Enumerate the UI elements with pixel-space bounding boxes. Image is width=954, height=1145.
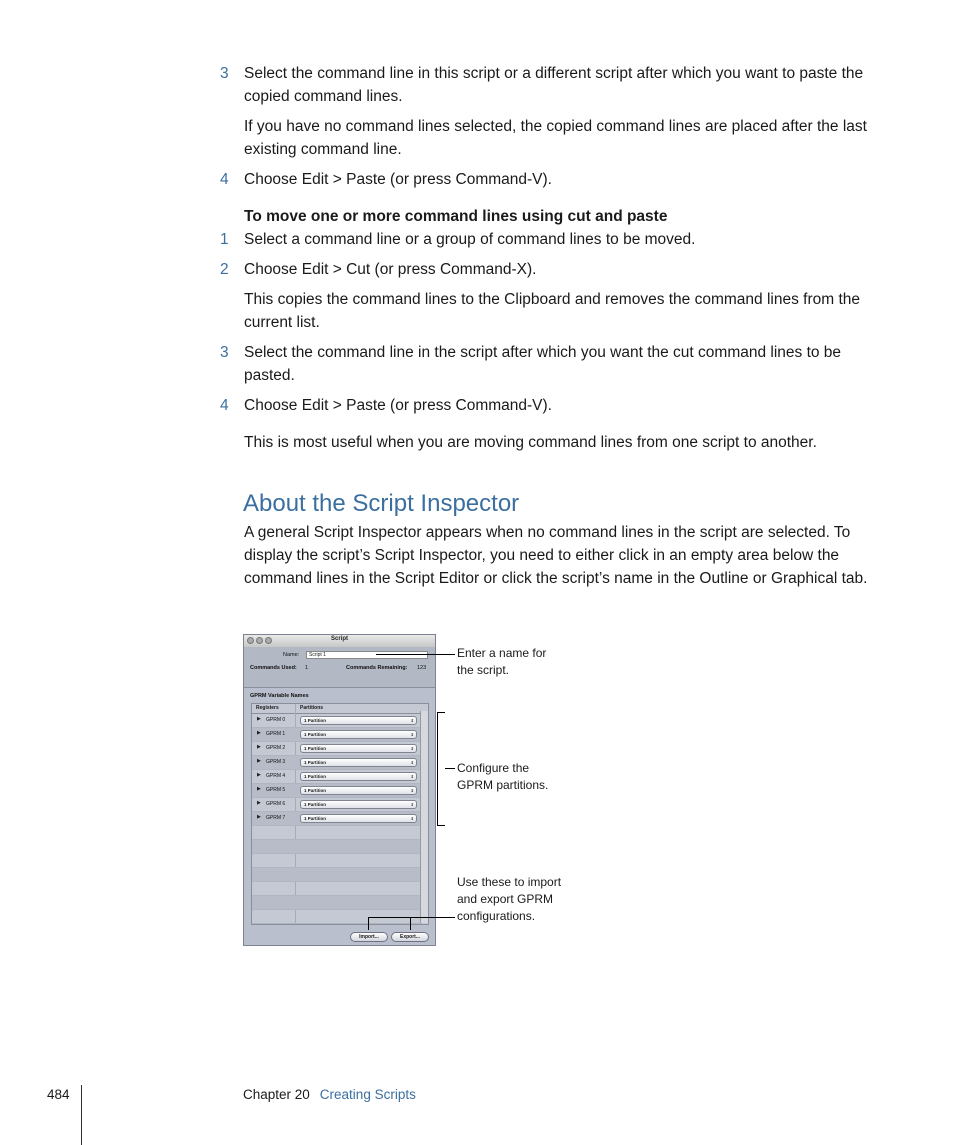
step-number: 2	[220, 261, 229, 278]
disclosure-triangle-icon[interactable]: ▶	[257, 730, 261, 736]
table-row	[252, 728, 422, 742]
partition-popup[interactable]	[300, 814, 417, 823]
table-row	[252, 826, 422, 840]
step-number: 3	[220, 65, 229, 82]
commands-used-value: 1	[305, 665, 309, 671]
partition-value: 1 Partition	[304, 760, 327, 765]
export-button[interactable]: Export...	[391, 932, 429, 942]
table-row	[252, 770, 422, 784]
disclosure-triangle-icon[interactable]: ▶	[257, 800, 261, 806]
register-name: GPRM 4	[266, 773, 286, 779]
step-text: Choose Edit > Cut (or press Command-X).	[244, 261, 537, 278]
register-name: GPRM 5	[266, 787, 286, 793]
callout-partitions: Configure the GPRM partitions.	[457, 761, 549, 792]
register-name: GPRM 0	[266, 717, 286, 723]
table-row	[252, 742, 422, 756]
callout-name: Enter a name for the script.	[457, 646, 547, 677]
step-number: 4	[220, 171, 229, 188]
table-row	[252, 812, 422, 826]
table-row	[252, 896, 422, 910]
callout-line-name	[376, 654, 455, 655]
disclosure-triangle-icon[interactable]: ▶	[257, 814, 261, 820]
register-name: GPRM 1	[266, 731, 286, 737]
footer-chapter	[243, 1087, 416, 1102]
step-number: 4	[220, 397, 229, 414]
name-label: Name:	[283, 652, 300, 658]
script-inspector-window	[243, 634, 436, 946]
column-header-registers[interactable]: Registers	[256, 705, 279, 711]
partition-value: 1 Partition	[304, 718, 327, 723]
partition-value: 1 Partition	[304, 746, 327, 751]
step-text: Choose Edit > Paste (or press Command-V).	[244, 397, 552, 414]
disclosure-triangle-icon[interactable]: ▶	[257, 716, 261, 722]
disclosure-triangle-icon[interactable]: ▶	[257, 744, 261, 750]
paragraph-most-useful: This is most useful when you are moving command lines from one script to another.	[244, 434, 817, 451]
popup-arrows-icon: ⇕	[410, 732, 414, 737]
partition-popup[interactable]	[300, 744, 417, 753]
disclosure-triangle-icon[interactable]: ▶	[257, 758, 261, 764]
partition-popup[interactable]	[300, 730, 417, 739]
popup-arrows-icon: ⇕	[410, 788, 414, 793]
partition-value: 1 Partition	[304, 816, 327, 821]
table-row	[252, 840, 422, 854]
register-name: GPRM 7	[266, 815, 286, 821]
partition-popup[interactable]	[300, 800, 417, 809]
gprm-section-label: GPRM Variable Names	[250, 693, 309, 699]
callout-bracket-partitions	[437, 712, 438, 825]
partition-popup[interactable]	[300, 786, 417, 795]
step-text: Select the command line in this script or a different script after which you want to paste the copied command lines.	[244, 65, 864, 105]
register-name: GPRM 2	[266, 745, 286, 751]
table-row	[252, 868, 422, 882]
step-number: 1	[220, 231, 229, 248]
partition-value: 1 Partition	[304, 802, 327, 807]
partition-popup[interactable]	[300, 772, 417, 781]
step-text: Select a command line or a group of command lines to be moved.	[244, 231, 696, 248]
partition-popup[interactable]	[300, 758, 417, 767]
paragraph-no-selection: If you have no command lines selected, the copied command lines are placed after the last existing command line.	[244, 118, 867, 158]
disclosure-triangle-icon[interactable]: ▶	[257, 772, 261, 778]
popup-arrows-icon: ⇕	[410, 774, 414, 779]
commands-remaining-label: Commands Remaining:	[346, 665, 408, 671]
footer-divider	[81, 1085, 82, 1145]
step-text: Select the command line in the script after which you want the cut command lines to be pasted.	[244, 344, 842, 384]
page-number: 484	[47, 1087, 70, 1102]
callout-line-buttons	[368, 917, 455, 918]
popup-arrows-icon: ⇕	[410, 760, 414, 765]
table-row	[252, 882, 422, 896]
section-body: A general Script Inspector appears when no command lines in the script are selected. To display the script’s Script Inspector, you need to either click in an empty area below the command lines in the Script Editor or click the script’s name in the Outline or Graphical tab.	[244, 524, 868, 587]
task-heading: To move one or more command lines using cut and paste	[244, 208, 668, 225]
import-button[interactable]: Import...	[350, 932, 388, 942]
chapter-title: Creating Scripts	[319, 1087, 416, 1102]
table-row	[252, 854, 422, 868]
commands-used-label: Commands Used:	[250, 665, 297, 671]
partition-value: 1 Partition	[304, 788, 327, 793]
popup-arrows-icon: ⇕	[410, 746, 414, 751]
table-row	[252, 798, 422, 812]
step-text: Choose Edit > Paste (or press Command-V).	[244, 171, 552, 188]
popup-arrows-icon: ⇕	[410, 718, 414, 723]
table-row	[252, 784, 422, 798]
callout-buttons: Use these to import and export GPRM configurations.	[457, 875, 562, 923]
register-name: GPRM 3	[266, 759, 286, 765]
window-title: Script	[330, 636, 348, 642]
commands-remaining-value: 123	[417, 665, 427, 671]
step-number: 3	[220, 344, 229, 361]
popup-arrows-icon: ⇕	[410, 802, 414, 807]
column-header-partitions[interactable]: Partitions	[300, 705, 324, 711]
name-field[interactable]: Script 1	[306, 651, 428, 659]
partition-value: 1 Partition	[304, 774, 327, 779]
register-name: GPRM 6	[266, 801, 286, 807]
partition-value: 1 Partition	[304, 732, 327, 737]
chapter-label: Chapter 20	[243, 1087, 310, 1102]
paragraph-clipboard: This copies the command lines to the Clipboard and removes the command lines from the current list.	[244, 291, 860, 331]
gprm-table	[251, 703, 429, 925]
table-row	[252, 714, 422, 728]
disclosure-triangle-icon[interactable]: ▶	[257, 786, 261, 792]
table-row	[252, 756, 422, 770]
section-heading: About the Script Inspector	[243, 490, 520, 517]
table-scrollbar[interactable]	[420, 711, 428, 923]
popup-arrows-icon: ⇕	[410, 816, 414, 821]
partition-popup[interactable]	[300, 716, 417, 725]
